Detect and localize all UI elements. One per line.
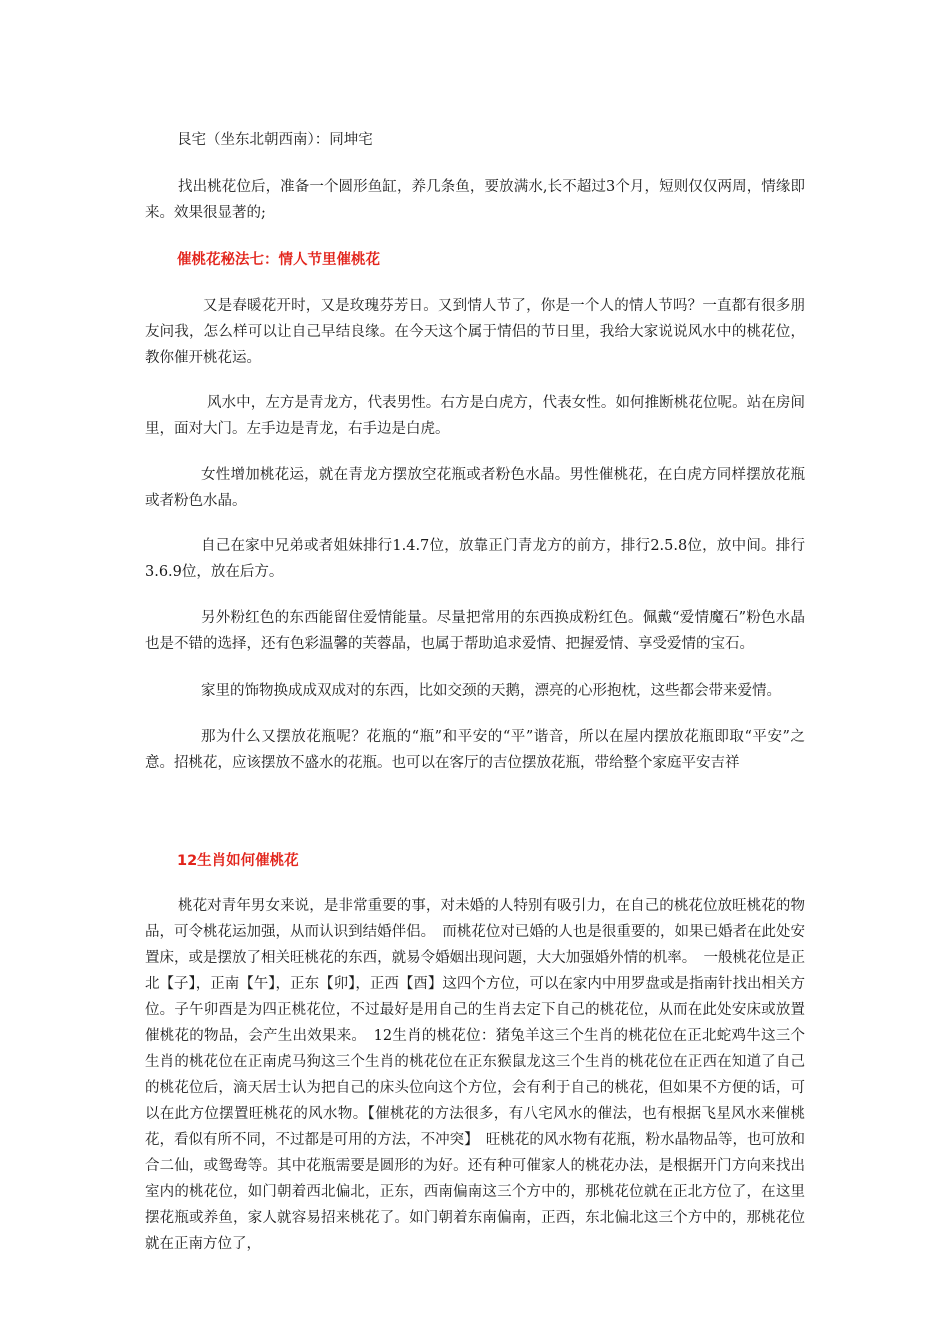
paragraph-vase-meaning: 那为什么又摆放花瓶呢？花瓶的“瓶”和平安的“平”谐音，所以在屋内摆放花瓶即取“平安”之意。招桃花，应该摆放不盛水的花瓶。也可以在客厅的吉位摆放花瓶，带给整个家庭平安吉祥 <box>145 729 805 771</box>
heading-zodiac: 12生肖如何催桃花 <box>177 853 299 869</box>
paragraph-paired-decor: 家里的饰物换成成双成对的东西，比如交颈的天鹅，漂亮的心形抱枕，这些都会带来爱情。 <box>201 683 781 699</box>
paragraph-gen-house: 艮宅（坐东北朝西南）：同坤宅 <box>177 132 373 148</box>
paragraph-valentines: 又是春暖花开时，又是玫瑰芬芳日。又到情人节了，你是一个人的情人节吗？一直都有很多朋友问我，怎么样可以让自己早结良缘。在今天这个属于情侣的节日里，我给大家说说风水中的桃花位，教你催开桃花运。 <box>145 298 805 366</box>
paragraph-zodiac-body: 桃花对青年男女来说，是非常重要的事，对未婚的人特别有吸引力，在自己的桃花位放旺桃花的物品，可令桃花运加强，从而认识到结婚伴侣。 而桃花位对已婚的人也是很重要的，如果已婚者在此处安置床，或是摆放了相关旺桃花的东西，就易令婚姻出现问题，大大加强婚外情的机率。 一般桃花位是正北【子】，正南【午】，正东【卯】，正西【酉】这四个方位，可以在家内中用罗盘或是指南针找出相关方位。子午卯酉是为四正桃花位，不过最好是用自己的生肖去定下自己的桃花位，从而在此处安床或放置催桃花的物品，会产生出效果来。 12生肖的桃花位：猪兔羊这三个生肖的桃花位在正北蛇鸡牛这三个生肖的桃花位在正南虎马狗这三个生肖的桃花位在正东猴鼠龙这三个生肖的桃花位在正西在知道了自己的桃花位后，滴天居士认为把自己的床头位向这个方位，会有利于自己的桃花，但如果不方便的话，可以在此方位摆置旺桃花的风水物。【催桃花的方法很多，有八宅风水的催法，也有根据飞星风水来催桃花，看似有所不同，不过都是可用的方法，不冲突】 旺桃花的风水物有花瓶，粉水晶物品等，也可放和合二仙，或鸳鸯等。其中花瓶需要是圆形的为好。还有种可催家人的桃花办法，是根据开门方向来找出室内的桃花位，如门朝着西北偏北，正东，西南偏南这三个方中的，那桃花位就在正北方位了，在这里摆花瓶或养鱼，家人就容易招来桃花了。如门朝着东南偏南，正西，东北偏北这三个方中的，那桃花位就在正南方位了， <box>145 898 805 1252</box>
paragraph-sibling-rank: 自己在家中兄弟或者姐妹排行1.4.7位，放靠正门青龙方的前方，排行2.5.8位，放中间。排行3.6.9位，放在后方。 <box>145 538 805 580</box>
heading-method-seven: 催桃花秘法七：情人节里催桃花 <box>177 252 380 268</box>
paragraph-fish-tank: 找出桃花位后，准备一个圆形鱼缸，养几条鱼，要放满水,长不超过3个月，短则仅仅两周，情缘即来。效果很显著的; <box>145 179 805 221</box>
paragraph-pink-items: 另外粉红色的东西能留住爱情能量。尽量把常用的东西换成粉红色。佩戴“爱情魔石”粉色水晶也是不错的选择，还有色彩温馨的芙蓉晶，也属于帮助追求爱情、把握爱情、享受爱情的宝石。 <box>145 610 805 652</box>
paragraph-vase-crystal: 女性增加桃花运，就在青龙方摆放空花瓶或者粉色水晶。男性催桃花，在白虎方同样摆放花瓶或者粉色水晶。 <box>145 467 805 509</box>
paragraph-fengshui-directions: 风水中，左方是青龙方，代表男性。右方是白虎方，代表女性。如何推断桃花位呢。站在房间里，面对大门。左手边是青龙，右手边是白虎。 <box>145 395 805 437</box>
